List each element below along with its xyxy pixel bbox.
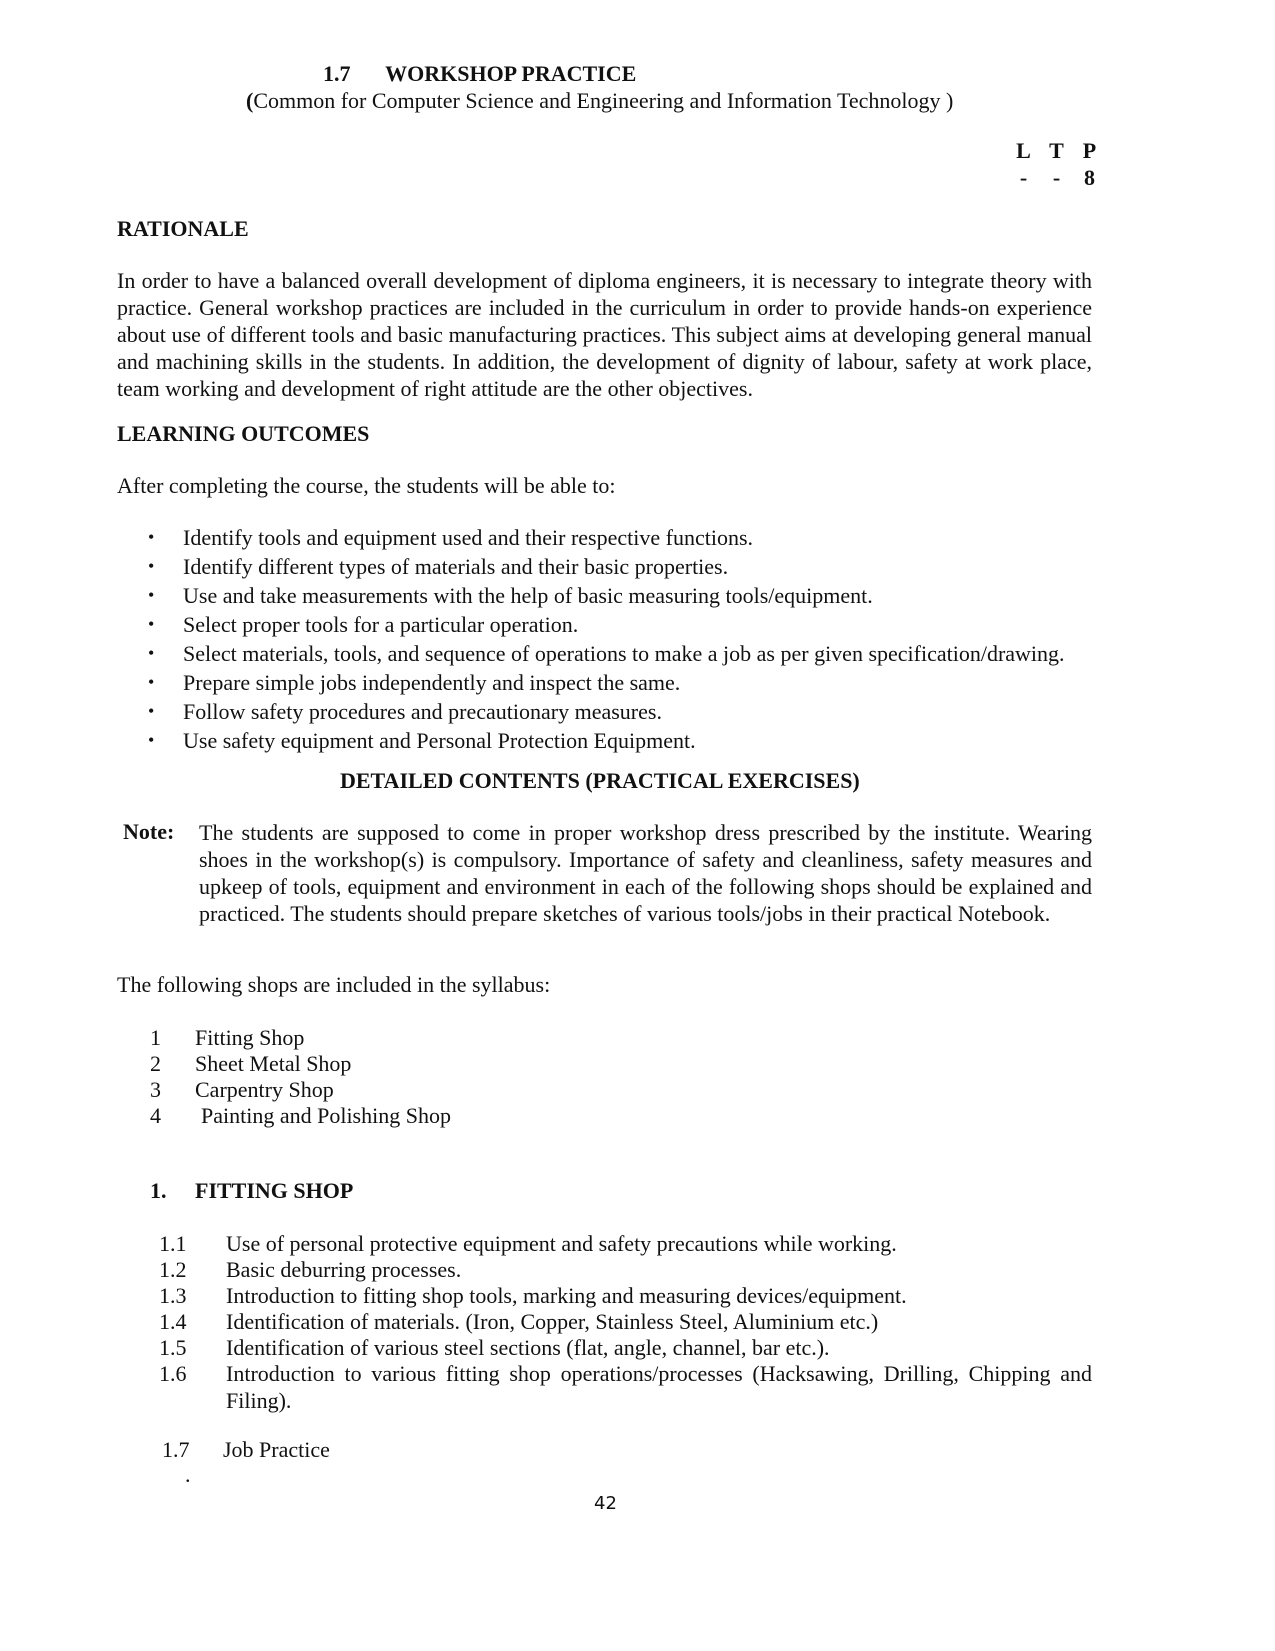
ltp-value-l: -	[1019, 165, 1028, 190]
list-item: 1.2 Basic deburring processes.	[159, 1257, 462, 1282]
rationale-heading: RATIONALE	[117, 216, 249, 241]
bullet-icon: •	[148, 614, 155, 634]
list-item: 1.5 Identification of various steel sections (flat, angle, channel, bar etc.).	[159, 1335, 830, 1360]
list-item: • Prepare simple jobs independently and inspect the same.	[148, 670, 681, 695]
bullet-icon: •	[148, 701, 155, 721]
ltp-label-t: T	[1049, 138, 1064, 163]
list-item: • Select proper tools for a particular operation.	[148, 612, 579, 637]
page-number: 42	[594, 1493, 617, 1514]
trailing-dot: .	[185, 1462, 191, 1487]
list-item: 1 Fitting Shop	[150, 1025, 305, 1050]
ltp-value-p: 8	[1084, 165, 1095, 190]
ltp-labels	[1007, 138, 1106, 164]
list-item: 3 Carpentry Shop	[150, 1077, 334, 1102]
rationale-text: In order to have a balanced overall development of diploma engineers, it is necessary to integrate theory with practice. General workshop practices are included in the curriculum in order to provide hands-on experience about use of different tools and basic manufacturing practices. This subject aims at developing general manual and machining skills in the students. In addition, the development of dignity of labour, safety at work place, team working and development of right attitude are the other objectives.	[117, 268, 1092, 401]
list-item: • Identify tools and equipment used and their respective functions.	[148, 525, 754, 550]
bullet-icon: •	[148, 730, 155, 750]
list-item: 2 Sheet Metal Shop	[150, 1051, 352, 1076]
learning-outcomes-intro: After completing the course, the students will be able to:	[117, 473, 616, 498]
bullet-icon: •	[148, 585, 155, 605]
note-text: The students are supposed to come in proper workshop dress prescribed by the institute. Wearing shoes in the workshop(s) is compulsory. Importance of safety and cleanliness, safety measures and upkeep of tools, equipment and environment in each of the following shops should be explained and practiced. The students should prepare sketches of various tools/jobs in their practical Notebook.	[199, 820, 1092, 926]
learning-outcomes-heading: LEARNING OUTCOMES	[117, 421, 370, 446]
ltp-values	[1007, 165, 1106, 191]
list-item: • Select materials, tools, and sequence of operations to make a job as per given specification/drawing.	[148, 641, 1065, 666]
shops-intro: The following shops are included in the syllabus:	[117, 972, 551, 997]
ltp-label-p: P	[1082, 138, 1097, 163]
section-number: 1.7	[323, 61, 351, 86]
section-title	[323, 61, 636, 87]
list-item: 1.6 Introduction to various fitting shop operations/processes (Hacksawing, Drilling, Chipping and Filing).	[159, 1361, 1092, 1413]
ltp-label-l: L	[1016, 138, 1031, 163]
fitting-shop-heading: 1. FITTING SHOP	[150, 1178, 354, 1203]
list-item: 1.3 Introduction to fitting shop tools, marking and measuring devices/equipment.	[159, 1283, 907, 1308]
learning-outcomes-list	[148, 523, 1103, 755]
detailed-contents-heading: DETAILED CONTENTS (PRACTICAL EXERCISES)	[340, 768, 860, 793]
list-item: 1.4 Identification of materials. (Iron, Copper, Stainless Steel, Aluminium etc.)	[159, 1309, 879, 1334]
list-item: • Identify different types of materials and their basic properties.	[148, 554, 729, 579]
section-subtitle: (Common for Computer Science and Engineering and Information Technology )	[246, 88, 954, 113]
list-item: 4 Painting and Polishing Shop	[150, 1103, 451, 1128]
list-item: 1.1 Use of personal protective equipment and safety precautions while working.	[159, 1231, 897, 1256]
list-item: • Use safety equipment and Personal Protection Equipment.	[148, 728, 696, 753]
list-item: • Follow safety procedures and precautionary measures.	[148, 699, 662, 724]
bullet-icon: •	[148, 672, 155, 692]
bullet-icon: •	[148, 527, 155, 547]
section-name: WORKSHOP PRACTICE	[385, 61, 637, 86]
ltp-value-t: -	[1052, 165, 1061, 190]
list-item: 1.7 Job Practice	[162, 1437, 330, 1462]
note-label: Note:	[123, 819, 175, 844]
bullet-icon: •	[148, 556, 155, 576]
list-item: • Use and take measurements with the help of basic measuring tools/equipment.	[148, 583, 873, 608]
bullet-icon: •	[148, 643, 155, 663]
